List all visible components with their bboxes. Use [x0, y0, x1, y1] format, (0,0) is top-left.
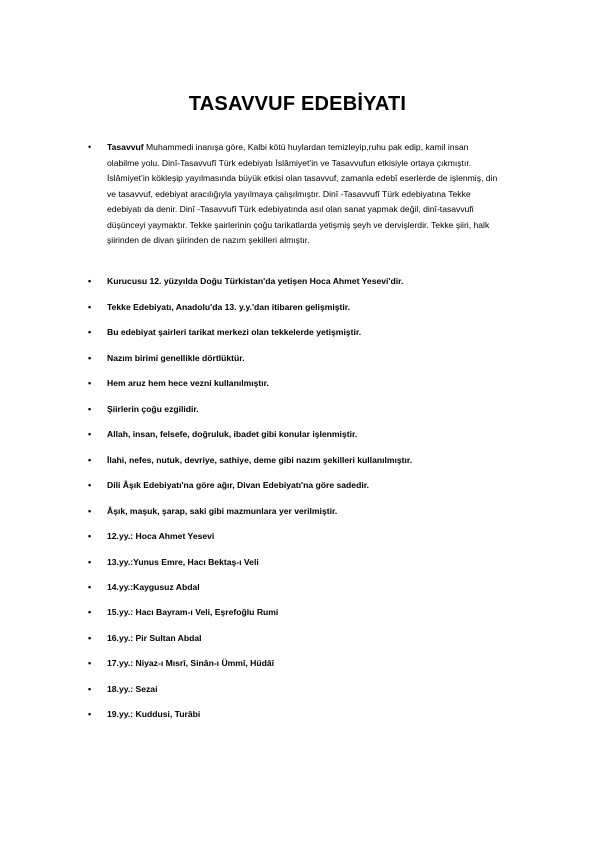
list-item [88, 656, 502, 672]
bullet-icon: • [88, 404, 92, 414]
bullet-icon: • [88, 480, 92, 490]
intro-paragraph [88, 140, 502, 249]
list-item-text: Âşık, maşuk, şarap, saki gibi mazmunlara yer verilmiştir. [107, 506, 338, 516]
list-item-text: Bu edebiyat şairleri tarikat merkezi olan tekkelerde yetişmiştir. [107, 327, 362, 337]
bullet-icon: • [88, 658, 92, 668]
bullet-icon: • [88, 607, 92, 617]
list-item-text: Nazım birimi genellikle dörtlüktür. [107, 353, 245, 363]
list-item-text: 18.yy.: Sezai [107, 684, 158, 694]
list-item [88, 605, 502, 621]
list-item [88, 274, 502, 290]
page-title: TASAVVUF EDEBİYATI [188, 93, 407, 115]
list-item [88, 707, 502, 723]
bullet-icon: • [88, 378, 92, 388]
bullet-icon: • [88, 327, 92, 337]
list-item-text: 16.yy.: Pir Sultan Abdal [107, 633, 202, 643]
bullet-icon: • [88, 353, 92, 363]
list-item [88, 376, 502, 392]
list-item-text: 12.yy.: Hoca Ahmet Yesevi [107, 531, 215, 541]
list-item-text: 13.yy.:Yunus Emre, Hacı Bektaş-ı Veli [107, 557, 259, 567]
list-item-text: Dili Âşık Edebiyatı'na göre ağır, Divan Edebiyatı'na göre sadedir. [107, 480, 369, 490]
list-item [88, 427, 502, 443]
bullet-icon: • [88, 302, 92, 312]
bullet-icon: • [88, 684, 92, 694]
list-item-text: Tekke Edebiyatı, Anadolu'da 13. y.y.'dan itibaren gelişmiştir. [107, 302, 351, 312]
list-item-text: Kurucusu 12. yüzyılda Doğu Türkistan'da yetişen Hoca Ahmet Yesevi'dir. [107, 276, 404, 286]
list-item-text: 14.yy.:Kaygusuz Abdal [107, 582, 200, 592]
list-item-text: Şiirlerin çoğu ezgilidir. [107, 404, 199, 414]
intro-lead: Tasavvuf [107, 142, 144, 152]
list-item [88, 478, 502, 494]
list-item [88, 453, 502, 469]
list-item-text: İlahi, nefes, nutuk, devriye, sathiye, deme gibi nazım şekilleri kullanılmıştır. [107, 455, 413, 465]
bullet-icon: • [88, 455, 92, 465]
list-item [88, 402, 502, 418]
bullet-icon: • [88, 582, 92, 592]
list-item [88, 325, 502, 341]
list-item-text: 15.yy.: Hacı Bayram-ı Veli, Eşrefoğlu Rumi [107, 607, 279, 617]
list-item-text: 19.yy.: Kuddusi, Turâbi [107, 709, 201, 719]
bullet-icon: • [88, 276, 92, 286]
bullet-icon: • [88, 709, 92, 719]
bullet-icon: • [88, 429, 92, 439]
list-item [88, 631, 502, 647]
list-item [88, 555, 502, 571]
list-item [88, 580, 502, 596]
list-item [88, 529, 502, 545]
list-item [88, 300, 502, 316]
bullet-icon: • [88, 531, 92, 541]
list-item [88, 682, 502, 698]
bullet-icon: • [88, 633, 92, 643]
bullet-icon: • [88, 506, 92, 516]
list-item [88, 351, 502, 367]
bullet-icon: • [88, 557, 92, 567]
list-item [88, 504, 502, 520]
intro-text: Muhammedi inanışa göre, Kalbi kötü huylardan temizleyip,ruhu pak edip, kamil insan olabilme yolu. Dinî-Tasavvufî Türk edebiyatı İslâmiyet’in ve Tasavvufun etkisiyle ortaya çıkmıştır. İslâmiyet’in kökleşip yayılmasında büyük etkisi olan tasavvuf, zamanla edebî eserlerde de işlenmiş, din ve tasavvuf, edebiyat aracılığıyla yayılmaya çalışılmıştır. Dinî -Tasavvufî Türk edebiyatına Tekke edebiyatı da denir. Dinî -Tasavvufî Türk edebiyatında asıl olan sanat yapmak değil, dinî-tasavvufi düşünceyi yaymaktır. Tekke şairlerinin çoğu tarikatlarda yetişmiş şeyh ve dervişlerdir. Tekke şiiri, halk şiirinden de divan şiirinden de nazım şekilleri almıştır. [107, 142, 498, 245]
list-item-text: Hem aruz hem hece vezni kullanılmıştır. [107, 378, 269, 388]
list-item-text: 17.yy.: Niyaz-ı Mısrî, Sinân-ı Ümmî, Hüdâî [107, 658, 274, 668]
bullet-icon: • [88, 142, 92, 152]
list-item-text: Allah, insan, felsefe, doğruluk, ibadet gibi konular işlenmiştir. [107, 429, 358, 439]
